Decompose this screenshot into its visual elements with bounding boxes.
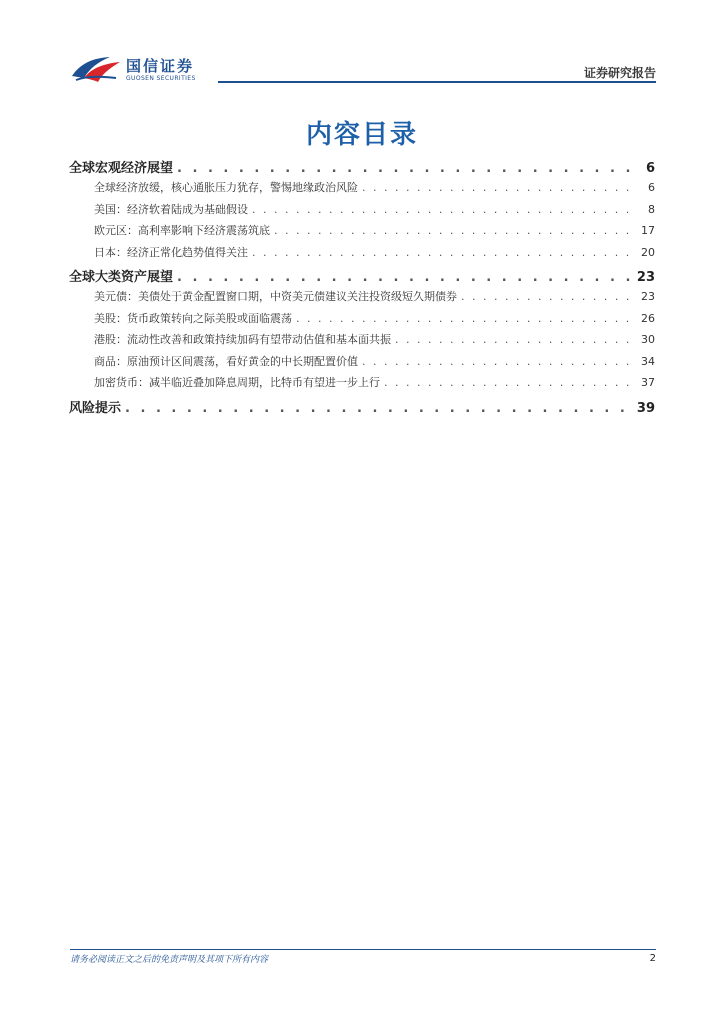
page-number: 2 [649,953,656,964]
toc-entry-title: 商品：原油预计区间震荡，看好黄金的中长期配置价值 [94,354,358,368]
toc-leader-dots [296,312,637,325]
guosen-emblem-icon [70,54,122,84]
toc-entry-page: 8 [648,202,655,216]
toc-entry-title: 港股：流动性改善和政策持续加码有望带动估值和基本面共振 [94,333,391,346]
toc-subsection-entry[interactable] [69,353,655,375]
toc-section-entry[interactable] [69,396,655,419]
toc-leader-dots [252,246,637,259]
toc-subsection-entry[interactable] [69,222,655,244]
toc-subsection-entry[interactable] [69,201,655,223]
logo-text-en: GUOSEN SECURITIES [126,75,196,82]
toc-leader-dots [252,203,637,216]
guosen-logo [70,52,220,86]
toc-entry-page: 23 [641,290,655,303]
toc-entry-page: 37 [641,376,655,389]
toc-entry-title: 美股：货币政策转向之际美股或面临震荡 [94,311,292,325]
toc-subsection-entry[interactable] [69,244,655,266]
toc-subsection-entry[interactable] [69,310,655,332]
toc-leader-dots [395,333,637,346]
toc-entry-title: 风险提示 [69,400,122,416]
toc-leader-dots [177,161,637,176]
toc-title: 内容目录 [305,120,418,150]
page-header [70,52,656,86]
toc-entry-title: 全球经济放缓，核心通胀压力犹存，警惕地缘政治风险 [94,181,358,194]
toc-entry-title: 加密货币：减半临近叠加降息周期，比特币有望进一步上行 [94,376,380,389]
toc-entry-page: 6 [648,181,655,194]
table-of-contents [69,156,655,419]
toc-leader-dots [362,181,637,194]
toc-leader-dots [125,401,633,416]
toc-subsection-entry[interactable] [69,374,655,396]
logo-text-cn: 国信证券 [126,57,195,75]
footer-divider [70,949,656,950]
toc-subsection-entry[interactable] [69,288,655,310]
toc-subsection-entry[interactable] [69,179,655,201]
toc-entry-page: 30 [641,333,655,346]
report-type-label: 证券研究报告 [583,66,656,80]
toc-leader-dots [384,376,637,389]
toc-entry-title: 美元债：美债处于黄金配置窗口期，中资美元债建议关注投资级短久期债券 [94,290,457,303]
toc-entry-page: 34 [641,354,655,368]
toc-section-entry[interactable] [69,156,655,179]
toc-entry-title: 美国：经济软着陆成为基础假设 [94,202,248,216]
toc-entry-page: 6 [645,161,655,176]
toc-leader-dots [274,224,637,237]
toc-entry-title: 欧元区：高利率影响下经济震荡筑底 [94,224,270,237]
toc-leader-dots [177,270,633,285]
toc-entry-page: 23 [636,270,655,285]
header-divider [218,81,656,83]
toc-leader-dots [362,355,637,368]
toc-entry-page: 39 [636,400,655,416]
disclaimer-note: 请务必阅读正文之后的免责声明及其项下所有内容 [70,955,269,965]
toc-entry-page: 17 [641,224,655,237]
toc-entry-title: 全球宏观经济展望 [69,161,174,176]
toc-entry-page: 20 [641,245,655,259]
toc-entry-page: 26 [641,311,655,325]
toc-section-entry[interactable] [69,265,655,288]
toc-entry-title: 日本：经济正常化趋势值得关注 [94,245,248,259]
toc-subsection-entry[interactable] [69,331,655,353]
toc-entry-title: 全球大类资产展望 [69,270,174,285]
toc-leader-dots [461,290,637,303]
